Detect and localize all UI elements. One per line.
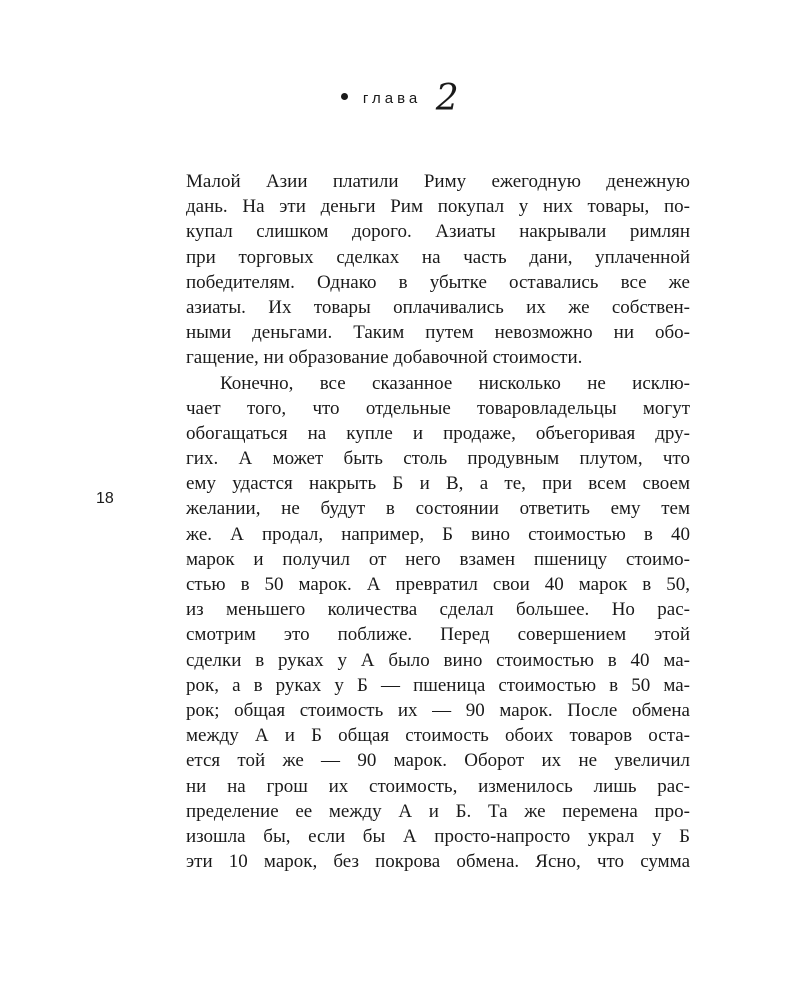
text-line: Конечно, все сказанное нисколько не исклю- xyxy=(220,372,690,394)
text-line: смотрим это поближе. Перед совершением этой xyxy=(186,624,690,646)
text-line: между А и Б общая стоимость обоих товаров оста- xyxy=(186,725,690,747)
text-line: стью в 50 марок. А превратил свои 40 марок в 50, xyxy=(186,574,690,595)
text-line: купал слишком дорого. Азиаты накрывали римлян xyxy=(186,221,690,243)
text-line: азиаты. Их товары оплачивались их же собствен- xyxy=(186,296,690,318)
text-line: рок; общая стоимость их — 90 марок. После обмена xyxy=(186,699,690,721)
page-number: 18 xyxy=(96,490,114,507)
text-line: победителям. Однако в убытке оставались все же xyxy=(186,271,690,293)
text-line: ни на грош их стоимость, изменилось лишь рас- xyxy=(186,775,690,797)
chapter-label: глава xyxy=(362,90,422,107)
running-head xyxy=(0,78,800,122)
text-line: же. А продал, например, Б вино стоимостью в 40 xyxy=(186,523,690,545)
text-line: ется той же — 90 марок. Оборот их не увеличил xyxy=(186,750,690,772)
text-line: при торговых сделках на часть дани, уплаченной xyxy=(186,246,690,268)
text-line: гащение, ни образование добавочной стоимости. xyxy=(186,347,583,369)
text-line: ными деньгами. Таким путем невозможно ни обо- xyxy=(186,322,690,344)
text-line: марок и получил от него взамен пшеницу стоимо- xyxy=(186,548,690,570)
chapter-number: 2 xyxy=(435,78,459,119)
text-line: гих. А может быть столь продувным плутом, что xyxy=(186,448,690,470)
text-line: Малой Азии платили Риму ежегодную денежную xyxy=(186,171,690,192)
text-line: эти 10 марок, без покрова обмена. Ясно, что сумма xyxy=(186,851,690,873)
text-line: дань. На эти деньги Рим покупал у них товары, по- xyxy=(186,196,690,218)
text-line: обогащаться на купле и продаже, объегоривая дру- xyxy=(186,422,690,444)
text-line: пределение ее между А и Б. Та же перемена про- xyxy=(186,800,690,822)
text-line: рок, а в руках у Б — пшеница стоимостью в 50 ма- xyxy=(186,674,690,696)
text-line: желании, не будут в состоянии ответить ему тем xyxy=(186,498,690,520)
body-text xyxy=(186,169,690,874)
text-line: чает того, что отдельные товаровладельцы могут xyxy=(186,397,690,419)
text-line: ему удастся накрыть Б и В, а те, при всем своем xyxy=(186,473,690,495)
bullet-icon xyxy=(341,93,348,100)
text-line: сделки в руках у А было вино стоимостью в 40 ма- xyxy=(186,649,690,671)
text-line: из меньшего количества сделал большее. Но рас- xyxy=(186,599,690,621)
text-line: изошла бы, если бы А просто-напросто украл у Б xyxy=(186,825,690,847)
